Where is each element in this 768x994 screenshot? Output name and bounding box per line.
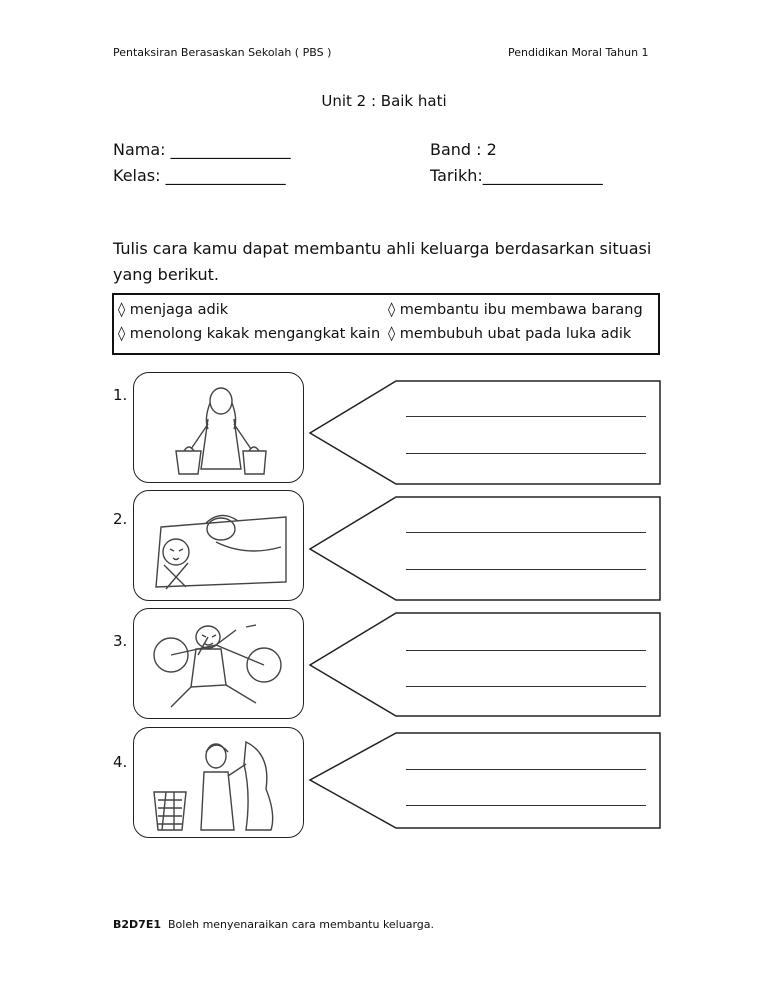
date-field[interactable]: Tarikh:_______________: [430, 166, 603, 185]
mother-carrying-bags-icon: [146, 379, 291, 477]
fallen-bicycle-icon: [146, 615, 291, 713]
option-1: ◊ menjaga adik: [118, 302, 229, 318]
answer-arrow-1: [308, 380, 662, 486]
header-right: Pendidikan Moral Tahun 1: [508, 46, 649, 59]
answer-arrow-2: [308, 496, 662, 602]
answer-line[interactable]: [406, 569, 646, 570]
class-field[interactable]: Kelas: _______________: [113, 166, 286, 185]
name-field[interactable]: Nama: _______________: [113, 140, 291, 159]
question-number-1: 1.: [113, 386, 128, 404]
header-left: Pentaksiran Berasaskan Sekolah ( PBS ): [113, 46, 332, 59]
question-number-3: 3.: [113, 632, 128, 650]
option-3: ◊ menolong kakak mengangkat kain: [118, 326, 381, 342]
standard-code: B2D7E1: [113, 918, 161, 931]
answer-line[interactable]: [406, 686, 646, 687]
girl-taking-laundry-picture: [133, 727, 304, 838]
answer-line[interactable]: [406, 769, 646, 770]
answer-line[interactable]: [406, 650, 646, 651]
boy-fallen-from-bicycle-picture: [133, 608, 304, 719]
option-2: ◊ membantu ibu membawa barang: [388, 302, 643, 318]
answer-line[interactable]: [406, 532, 646, 533]
answer-line[interactable]: [406, 416, 646, 417]
page-title: Unit 2 : Baik hati: [321, 92, 447, 110]
option-4: ◊ membubuh ubat pada luka adik: [388, 326, 632, 342]
question-number-4: 4.: [113, 753, 128, 771]
baby-crying-beside-sleeping-child-picture: [133, 490, 304, 601]
question-number-2: 2.: [113, 510, 128, 528]
laundry-basket-icon: [146, 734, 291, 832]
answer-arrow-4: [308, 732, 662, 830]
band-label: Band : 2: [430, 140, 497, 159]
answer-arrow-3: [308, 612, 662, 718]
crying-baby-icon: [146, 497, 291, 595]
answer-line[interactable]: [406, 453, 646, 454]
footer-learning-standard: [113, 918, 434, 931]
standard-description: Boleh menyenaraikan cara membantu keluarga.: [168, 918, 435, 931]
instruction-text: Tulis cara kamu dapat membantu ahli keluarga berdasarkan situasi yang berikut.: [113, 239, 652, 284]
mother-carrying-bags-picture: [133, 372, 304, 483]
answer-line[interactable]: [406, 805, 646, 806]
